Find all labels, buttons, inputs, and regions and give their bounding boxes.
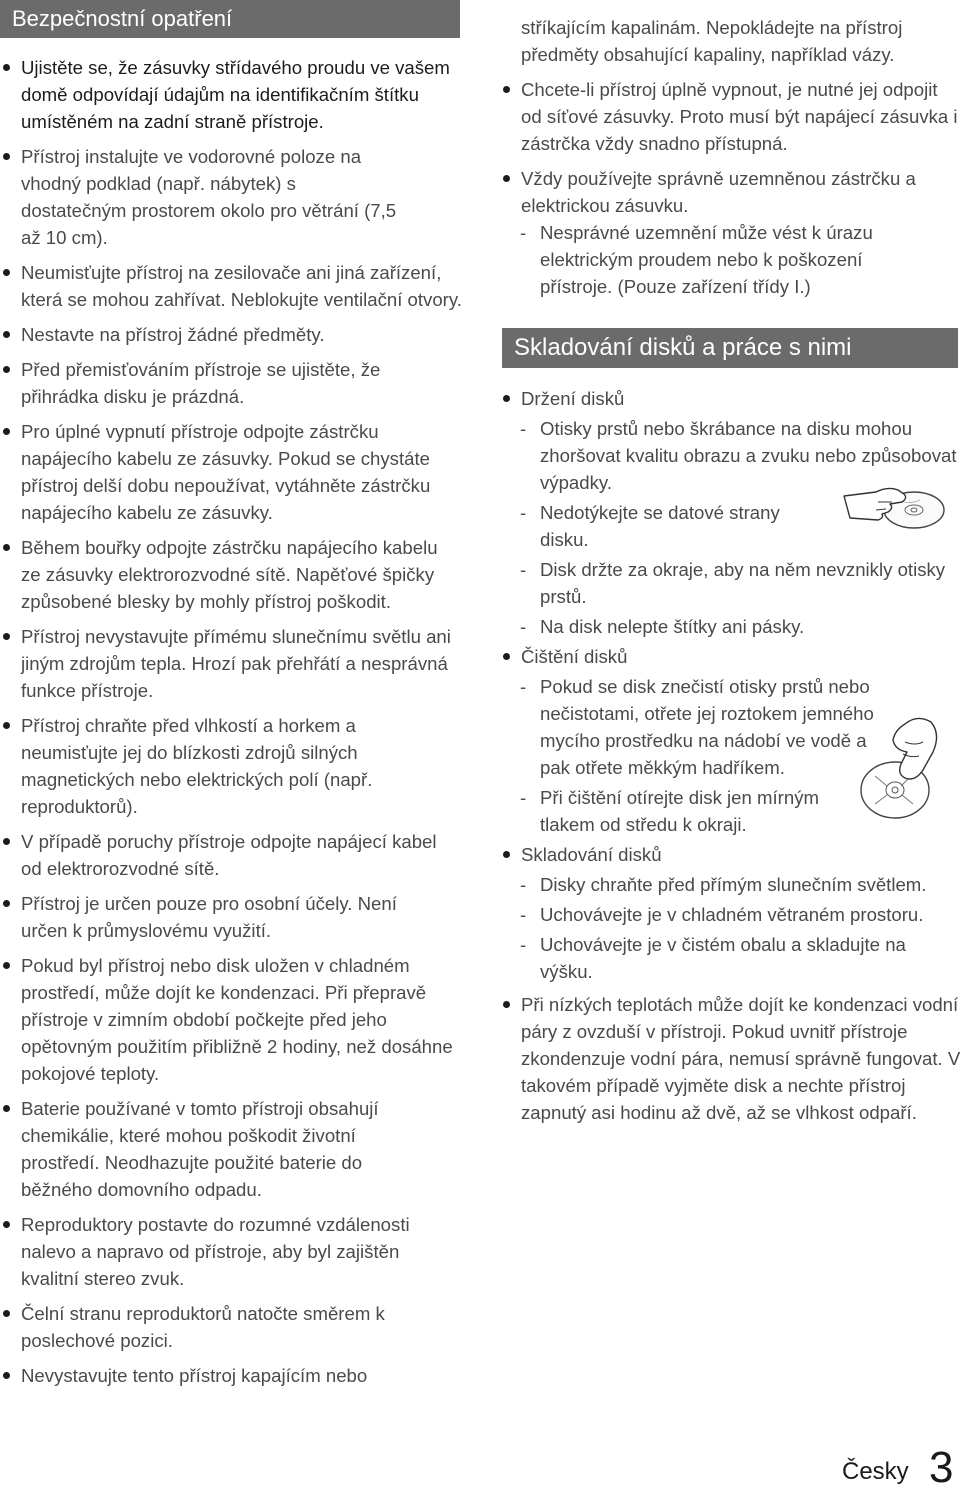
safety-item: Vždy používejte správně uzemněnou zástrčku a elektrickou zásuvku. [500,165,960,219]
disc-column [500,0,960,1126]
cleaning-disc-icon [845,712,945,832]
disc-list [500,385,960,412]
safety-item: Nestavte na přístroj žádné předměty. [0,321,460,348]
storage-subitem: - Uchovávejte je v čistém obalu a skladujte na výšku. [500,931,960,985]
continued-text: stříkajícím kapalinám. Nepokládejte na přístroj předměty obsahující kapaliny, například vázy. [521,17,903,65]
safety-item: V případě poruchy přístroje odpojte napájecí kabel od elektrorozvodné sítě. [0,828,441,882]
holding-subitem: - Otisky prstů nebo škrábance na disku mohou zhoršovat kvalitu obrazu a zvuku nebo způsobovat výpadky. [500,415,960,496]
safety-item: Přístroj instalujte ve vodorovné poloze na vhodný podklad (např. nábytek) s dostatečným prostorem okolo pro větrání (7,5 až 10 cm). [0,143,401,251]
safety-item: Před přemisťováním přístroje se ujistěte, že přihrádka disku je prázdná. [0,356,441,410]
safety-subitem: - Nesprávné uzemnění může vést k úrazu elektrickým proudem nebo k poškození přístroje. (Pouze zařízení třídy I.) [500,219,920,300]
hand-holding-disc-icon [842,478,948,538]
safety-list-continued [500,76,960,219]
safety-item: Pro úplné vypnutí přístroje odpojte zástrčku napájecího kabelu ze zásuvky. Pokud se chystáte přístroj delší dobu nepoužívat, vytáhněte zástrčku napájecího kabelu ze zásuvky. [0,418,471,526]
footer-language: Česky [842,1458,909,1485]
holding-subitem: - Nedotýkejte se datové strany disku. [500,499,810,553]
storage-subitem: - Disky chraňte před přímým slunečním světlem. [500,871,960,898]
disc-title: Skladování disků a práce s nimi [502,328,958,368]
holding-heading: Držení disků [500,385,960,412]
safety-item: Čelní stranu reproduktorů natočte směrem k poslechové pozici. [0,1300,441,1354]
safety-list [0,54,460,1389]
storage-heading: Skladování disků [500,841,960,868]
disc-list [500,643,960,670]
holding-subitem: - Disk držte za okraje, aby na něm nevznikly otisky prstů. [500,556,960,610]
cleaning-subitem: - Při čištění otírejte disk jen mírným tlakem od středu k okraji. [500,784,870,838]
disc-list [500,841,960,868]
holding-subitem: - Na disk nelepte štítky ani pásky. [500,613,960,640]
safety-item: Neumisťujte přístroj na zesilovače ani jiná zařízení, která se mohou zahřívat. Neblokujte ventilační otvory. [0,259,471,313]
cleaning-subitem: - Pokud se disk znečistí otisky prstů nebo nečistotami, otřete jej roztokem jemného mycího prostředku na nádobí ve vodě a pak otřete měkkým hadříkem. [500,673,880,781]
cleaning-heading: Čištění disků [500,643,960,670]
disc-list [500,991,960,1126]
safety-item: Přístroj je určen pouze pro osobní účely. Není určen k průmyslovému využití. [0,890,441,944]
safety-item: Baterie používané v tomto přístroji obsahují chemikálie, které mohou poškodit životní prostředí. Neodhazujte použité baterie do běžného domovního odpadu. [0,1095,421,1203]
safety-item: Ujistěte se, že zásuvky střídavého proudu ve vašem domě odpovídají údajům na identifikačním štítku umístěném na zadní straně přístroje. [0,54,461,135]
safety-column [0,0,460,1389]
safety-item: Přístroj nevystavujte přímému slunečnímu světlu ani jiným zdrojům tepla. Hrozí pak přehřátí a nesprávná funkce přístroje. [0,623,461,704]
safety-item: Pokud byl přístroj nebo disk uložen v chladném prostředí, může dojít ke kondenzaci. Při přepravě přístroje v zimním období počkejte před jeho opětovným použitím přibližně 2 hodiny, než dosáhne pokojové teploty. [0,952,471,1087]
safety-item: Během bouřky odpojte zástrčku napájecího kabelu ze zásuvky elektrorozvodné sítě. Napěťové špičky způsobené blesky by mohly přístroj poškodit. [0,534,441,615]
safety-item: Chcete-li přístroj úplně vypnout, je nutné jej odpojit od síťové zásuvky. Proto musí být napájecí zásuvka i zástrčka vždy snadno přístupná. [500,76,960,157]
safety-item: Přístroj chraňte před vlhkostí a horkem a neumisťujte jej do blízkosti zdrojů silných magnetických nebo elektrických polí (např. reproduktorů). [0,712,421,820]
safety-item: Reproduktory postavte do rozumné vzdálenosti nalevo a napravo od přístroje, aby byl zajištěn kvalitní stereo zvuk. [0,1211,461,1292]
page-number: 3 [929,1443,954,1492]
safety-title: Bezpečnostní opatření [0,0,460,38]
safety-item: Nevystavujte tento přístroj kapajícím nebo [0,1362,461,1389]
condensation-item: Při nízkých teplotách může dojít ke kondenzaci vodní páry z ovzduší v přístroji. Pokud uvnitř přístroje zkondenzuje vodní pára, nemusí správně fungovat. V takovém případě vyjměte disk a nechte přístroj zapnutý asi hodinu až dvě, až se vlhkost odpaří. [500,991,960,1126]
storage-subitem: - Uchovávejte je v chladném větraném prostoru. [500,901,960,928]
